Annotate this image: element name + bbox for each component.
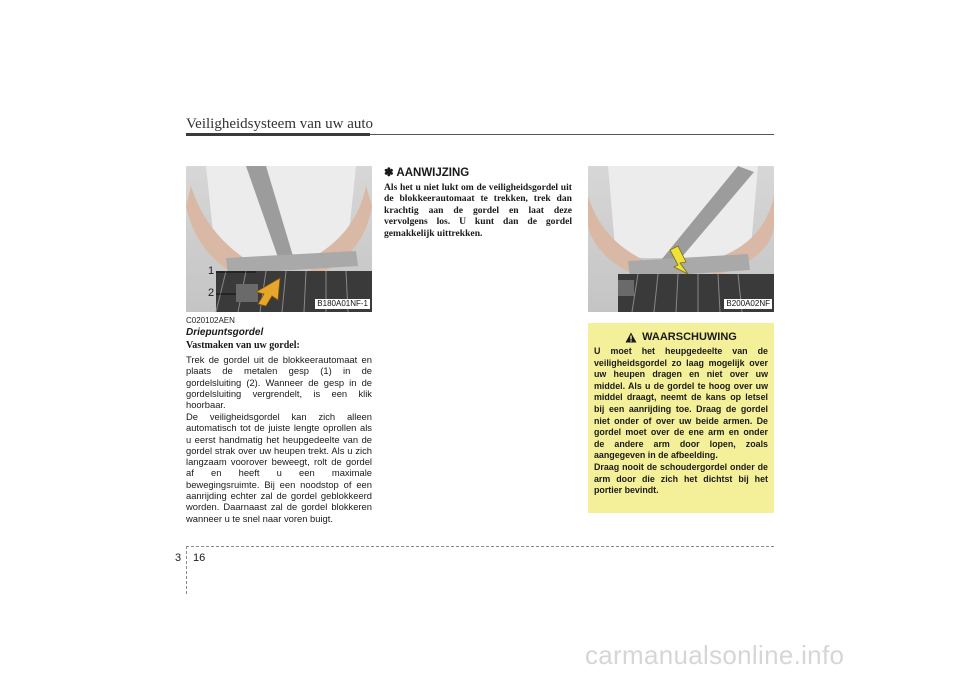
figure-seatbelt-buckle xyxy=(186,166,372,312)
warning-title: WAARSCHUWING xyxy=(642,331,737,343)
figure-illustration xyxy=(588,166,774,312)
watermark: carmanualsonline.info xyxy=(585,640,845,670)
header-bar xyxy=(186,133,370,136)
note-body: Als het u niet lukt om de veiligheidsgordel uit de blokkeerautomaat te trekken, trek dan krachtig aan de gordel en laat deze vervolgens los. U kunt dan de gordel gemakkelijk uittrekken. xyxy=(384,182,572,239)
figure-code: B200A02NF xyxy=(726,299,770,308)
warning-box xyxy=(588,323,774,513)
warning-triangle-icon xyxy=(625,332,637,343)
page-number: 16 xyxy=(193,552,206,564)
figure-callout-2: 2 xyxy=(208,287,215,299)
warning-text: Draag nooit de schoudergordel onder de arm door die zich het dichtst bij het portier bevindt. xyxy=(594,461,768,496)
chapter-number: 3 xyxy=(175,552,182,564)
figure-belt-position xyxy=(588,166,774,312)
body-paragraph: De veiligheidsgordel kan zich alleen automatisch tot de juiste lengte oprollen als u eerst handmatig het heupgedeelte van de gordel strak over uw heupen trekt. Als u zich langzaam voorover beweegt, rolt de gordel af en heeft u een maximale bewegingsruimte. Bij een noodstop of een aanrijding echter zal de gordel geblokkeerd worden. Daarnaast zal de gordel blokkeren wanneer u te snel naar voren buigt. xyxy=(186,411,372,524)
body-paragraph: Trek de gordel uit de blokkeerautomaat en plaats de metalen gesp (1) in de gordelsluiting (2). Wanneer de gesp in de gordelsluiting vergrendelt, is een klik hoorbaar. xyxy=(186,354,372,411)
note-title: ✽ AANWIJZING xyxy=(384,167,470,179)
footer-divider xyxy=(186,546,187,594)
warning-header xyxy=(594,331,768,343)
section-title: Driepuntsgordel xyxy=(186,327,264,338)
section-code: C020102AEN xyxy=(186,316,235,325)
running-header: Veiligheidsysteem van uw auto xyxy=(186,116,374,132)
header-rule xyxy=(370,134,774,135)
footer-rule xyxy=(186,546,774,547)
subheading: Vastmaken van uw gordel: xyxy=(186,340,300,351)
warning-text: U moet het heupgedeelte van de veiligheidsgordel zo laag mogelijk over uw heupen dragen en niet over uw middel. Als u de gordel te hoog over uw middel draagt, neemt de kans op letsel bij een aanrijding toe. Draag de gordel niet onder of over uw beide armen. De gordel moet over de ene arm en onder de andere arm door lopen, zoals aangegeven in de afbeelding. xyxy=(594,346,768,461)
figure-callout-1: 1 xyxy=(208,265,215,277)
figure-code: B180A01NF-1 xyxy=(317,299,368,308)
